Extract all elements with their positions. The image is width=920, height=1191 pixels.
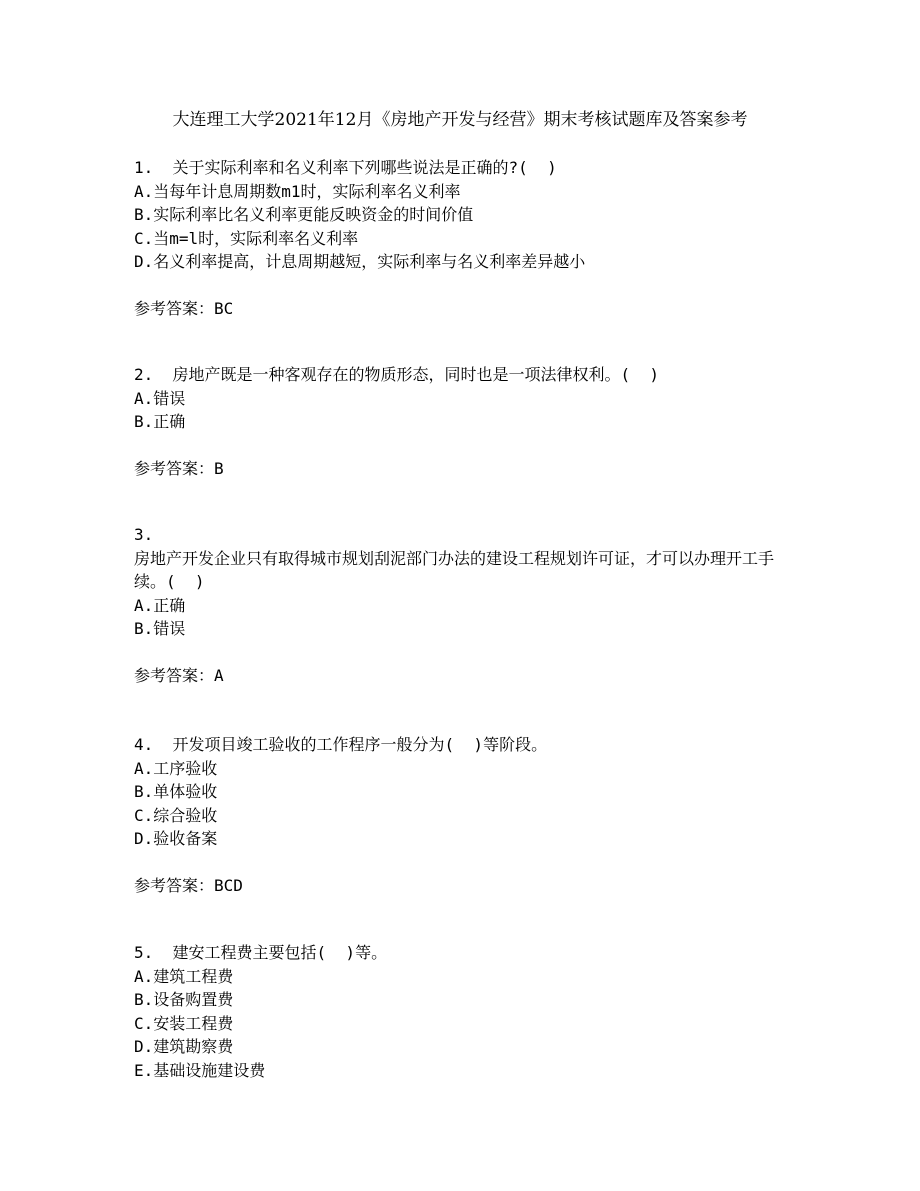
option-b: B.实际利率比名义利率更能反映资金的时间价值 <box>134 205 474 224</box>
answer-value: A <box>214 665 224 685</box>
answer-value: BCD <box>214 875 243 895</box>
answer-value: BC <box>214 298 234 318</box>
question-stem: 4. 开发项目竣工验收的工作程序一般分为( )等阶段。 <box>134 735 548 754</box>
answer-prefix: 参考答案： <box>134 875 215 895</box>
option-d: D.建筑勘察费 <box>134 1037 234 1056</box>
question-1 <box>134 156 794 320</box>
reference-answer <box>134 457 794 481</box>
question-3 <box>134 523 794 687</box>
option-b: B.设备购置费 <box>134 990 234 1009</box>
answer-value: B <box>214 458 224 478</box>
option-a: A.错误 <box>134 388 186 408</box>
question-stem: 1. 关于实际利率和名义利率下列哪些说法是正确的?( ) <box>134 158 557 177</box>
option-b: B.正确 <box>134 412 186 431</box>
reference-answer <box>134 664 794 688</box>
option-b: B.错误 <box>134 619 186 638</box>
question-2 <box>134 363 794 480</box>
option-c: C.当m=l时，实际利率名义利率 <box>134 228 359 248</box>
option-e: E.基础设施建设费 <box>134 1060 266 1080</box>
document-title: 大连理工大学2021年12月《房地产开发与经营》期末考核试题库及答案参考 <box>172 110 748 130</box>
option-d: D.验收备案 <box>134 829 218 848</box>
answer-prefix: 参考答案： <box>134 458 215 478</box>
option-a: A.当每年计息周期数m1时，实际利率名义利率 <box>134 181 461 201</box>
question-stem: 房地产开发企业只有取得城市规划刮泥部门办法的建设工程规划许可证，才可以办理开工手续。( ) <box>134 548 775 591</box>
question-4 <box>134 733 794 897</box>
reference-answer <box>134 297 794 321</box>
reference-answer <box>134 874 794 898</box>
option-d: D.名义利率提高，计息周期越短，实际利率与名义利率差异越小 <box>134 252 586 271</box>
question-stem: 5. 建安工程费主要包括( )等。 <box>134 943 388 962</box>
option-c: C.安装工程费 <box>134 1013 234 1033</box>
answer-prefix: 参考答案： <box>134 298 215 318</box>
question-number: 3. <box>134 525 154 544</box>
option-a: A.建筑工程费 <box>134 966 234 986</box>
option-a: A.正确 <box>134 595 186 615</box>
option-a: A.工序验收 <box>134 758 218 778</box>
answer-prefix: 参考答案： <box>134 665 215 685</box>
question-5 <box>134 941 794 1082</box>
option-c: C.综合验收 <box>134 805 218 825</box>
question-stem: 2. 房地产既是一种客观存在的物质形态，同时也是一项法律权利。( ) <box>134 365 660 384</box>
option-b: B.单体验收 <box>134 782 218 801</box>
